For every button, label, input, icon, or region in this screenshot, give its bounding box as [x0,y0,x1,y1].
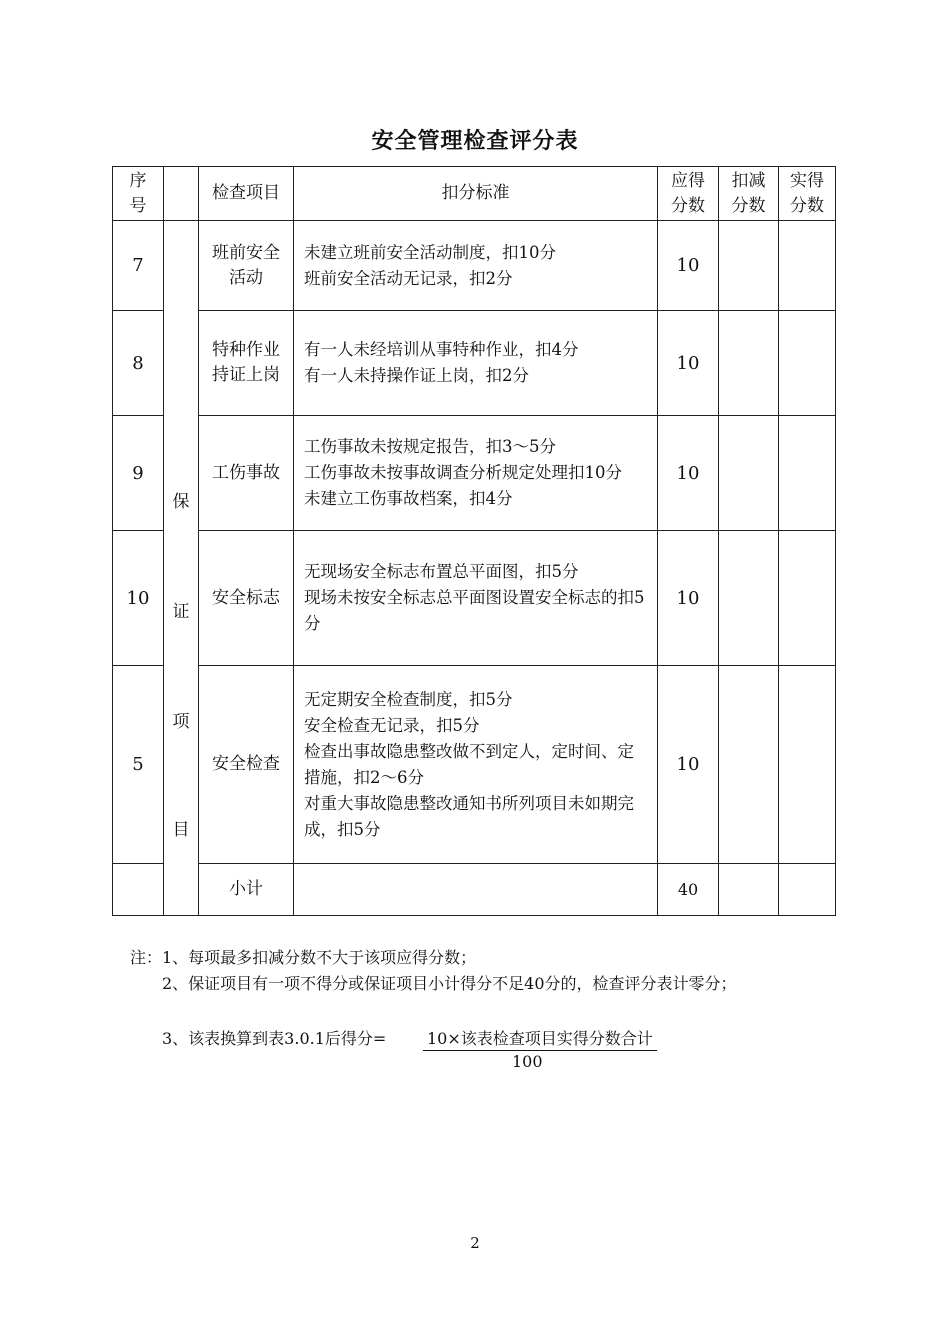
subtotal-seq [113,864,164,916]
header-category [164,167,199,221]
row-item: 安全检查 [199,666,294,864]
row-due-score: 10 [658,311,719,416]
header-item: 检查项目 [199,167,294,221]
table-row [113,666,836,864]
row-item: 工伤事故 [199,416,294,531]
row-item: 安全标志 [199,531,294,666]
formula-denominator: 100 [512,1052,543,1071]
category-char: 目 [172,820,190,840]
row-seq: 9 [113,416,164,531]
header-due-score: 应得 分数 [658,167,719,221]
row-seq: 8 [113,311,164,416]
table-header-row [113,167,836,221]
row-criteria: 有一人未经培训从事特种作业，扣4分 有一人未持操作证上岗，扣2分 [294,311,658,416]
category-char: 保 [172,492,190,512]
row-criteria: 无现场安全标志布置总平面图，扣5分 现场未按安全标志总平面图设置安全标志的扣5分 [294,531,658,666]
row-due-score: 10 [658,221,719,311]
subtotal-criteria [294,864,658,916]
row-actual-score [779,666,836,864]
page-number: 2 [470,1234,480,1252]
note-1: 注：1、每项最多扣减分数不大于该项应得分数； [130,948,477,967]
category-guarantee-items [164,221,199,916]
row-seq: 10 [113,531,164,666]
row-item: 特种作业 持证上岗 [199,311,294,416]
header-actual-score: 实得 分数 [779,167,836,221]
header-deduct-score: 扣减 分数 [719,167,779,221]
header-criteria: 扣分标准 [294,167,658,221]
score-table [112,166,836,916]
category-char: 证 [172,602,190,622]
subtotal-due-score: 40 [658,864,719,916]
note-2: 2、保证项目有一项不得分或保证项目小计得分不足40分的，检查评分表计零分； [162,974,737,993]
row-criteria: 无定期安全检查制度，扣5分 安全检查无记录，扣5分 检查出事故隐患整改做不到定人，定时间、定措施，扣2～6分 对重大事故隐患整改通知书所列项目未如期完成，扣5分 [294,666,658,864]
row-actual-score [779,416,836,531]
subtotal-label: 小计 [199,864,294,916]
subtotal-actual-score [779,864,836,916]
table-row [113,311,836,416]
table-row [113,416,836,531]
row-actual-score [779,531,836,666]
row-deduct-score [719,221,779,311]
row-due-score: 10 [658,531,719,666]
row-deduct-score [719,666,779,864]
category-char: 项 [172,712,190,732]
row-item: 班前安全 活动 [199,221,294,311]
note-3: 3、该表换算到表3.0.1后得分= [162,1029,387,1048]
row-seq: 5 [113,666,164,864]
header-seq: 序 号 [113,167,164,221]
table-row [113,531,836,666]
row-due-score: 10 [658,416,719,531]
row-actual-score [779,311,836,416]
row-deduct-score [719,311,779,416]
row-due-score: 10 [658,666,719,864]
subtotal-deduct-score [719,864,779,916]
row-deduct-score [719,416,779,531]
row-criteria: 工伤事故未按规定报告，扣3～5分 工伤事故未按事故调查分析规定处理扣10分 未建立工伤事故档案，扣4分 [294,416,658,531]
subtotal-row [113,864,836,916]
row-seq: 7 [113,221,164,311]
page-title: 安全管理检查评分表 [371,129,579,154]
row-actual-score [779,221,836,311]
table-row [113,221,836,311]
formula-numerator: 10×该表检查项目实得分数合计 [423,1026,657,1051]
row-criteria: 未建立班前安全活动制度，扣10分 班前安全活动无记录，扣2分 [294,221,658,311]
row-deduct-score [719,531,779,666]
